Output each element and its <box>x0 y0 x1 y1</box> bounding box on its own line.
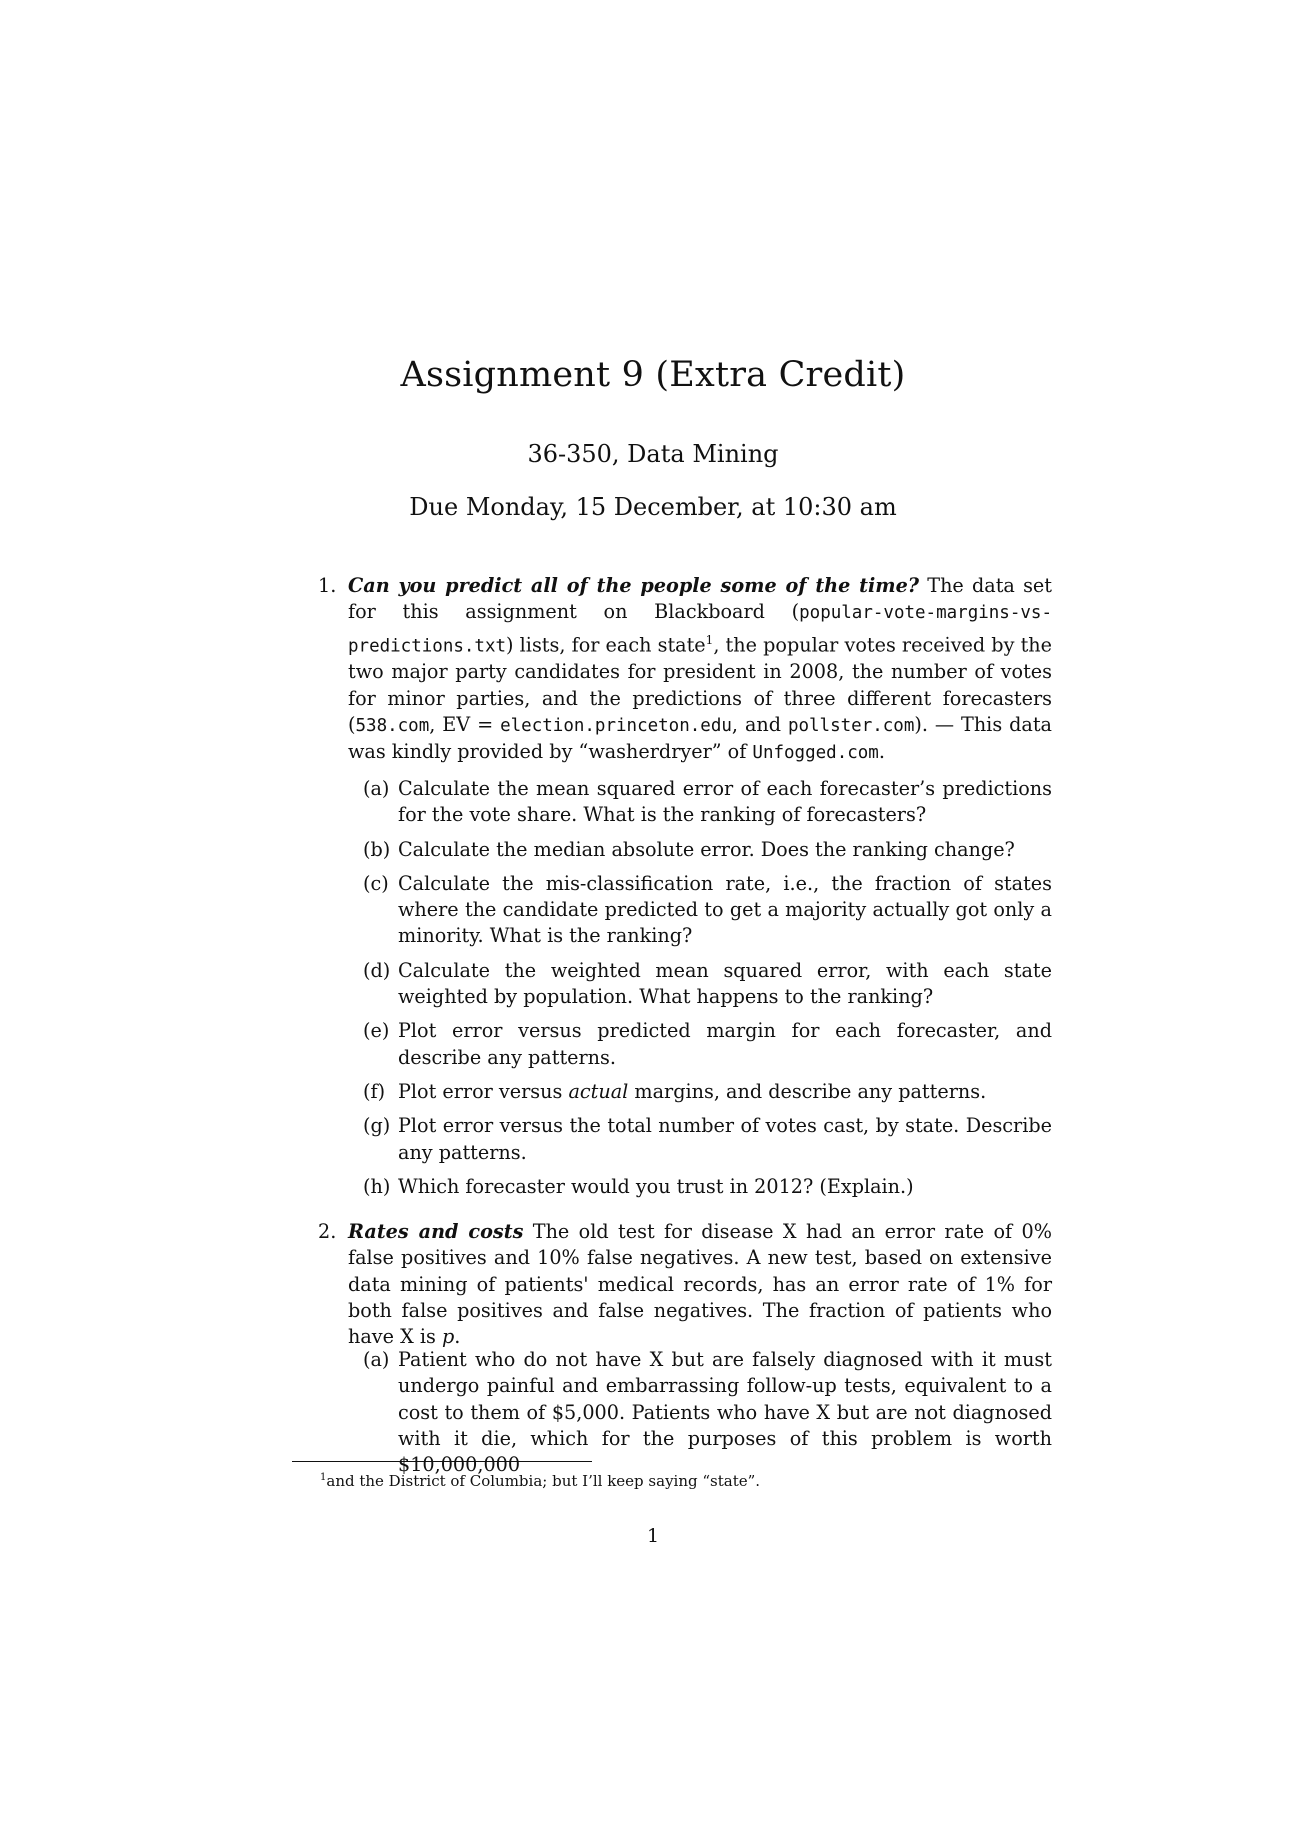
question-text: The data set for this assignment on Blackboard ( <box>348 574 1053 624</box>
assignment-title: Assignment 9 (Extra Credit) <box>400 355 906 395</box>
part-label: (d) <box>363 958 391 982</box>
list-item <box>363 1079 1052 1105</box>
question-text: , and <box>731 712 788 736</box>
site-name: Unfogged.com <box>752 743 879 764</box>
question-text: ) lists, for each state <box>506 632 706 656</box>
question-number: 2. <box>318 1220 337 1243</box>
question-lead: Can you predict all of the people some of the time? <box>348 574 920 597</box>
part-label: (a) <box>363 777 390 800</box>
question-number: 1. <box>318 574 337 597</box>
part-label: (c) <box>363 871 389 895</box>
question-text: , the popular votes received by the two major party candidates for president in 2008, the number of votes for minor parties, and the predictions of three different forecasters ( <box>348 632 1052 736</box>
part-text: Calculate the median absolute error. Does the ranking change? <box>398 837 1015 861</box>
site-name: election.princeton.edu <box>500 715 732 736</box>
question-1-parts <box>363 776 1052 1208</box>
part-text: Calculate the mean squared error of each forecaster’s predictions for the vote share. What is the ranking of forecasters? <box>398 777 1052 827</box>
list-item <box>363 1018 1052 1071</box>
part-label: (b) <box>363 837 391 861</box>
list-item <box>363 837 1052 863</box>
footnote-marker: 1 <box>320 1472 327 1483</box>
question-text: , EV = <box>429 712 501 736</box>
part-label: (e) <box>363 1019 390 1043</box>
data-filename: popular-vote-margins-vs-predictions.txt <box>348 603 1052 656</box>
part-label: (h) <box>363 1174 391 1198</box>
part-text: margins, and describe any patterns. <box>628 1079 987 1103</box>
list-item <box>363 958 1052 1011</box>
footnote-text: and the District of Columbia; but I’ll keep saying “state”. <box>326 1472 761 1490</box>
question-text: ). — This data was kindly provided by “washerdryer” of <box>348 712 1052 764</box>
due-date: Due Monday, 15 December, at 10:30 am <box>409 493 897 521</box>
list-item <box>363 1347 1052 1478</box>
site-name: 538.com <box>355 715 430 736</box>
list-item <box>363 1113 1052 1166</box>
question-2 <box>318 1219 1052 1350</box>
emphasis-text: actual <box>568 1079 629 1103</box>
question-text: . <box>454 1325 461 1349</box>
footnote <box>320 1468 760 1491</box>
list-item <box>363 776 1052 829</box>
part-text: Plot error versus predicted margin for each forecaster, and describe any patterns. <box>398 1019 1052 1069</box>
part-text: Which forecaster would you trust in 2012? (Explain.) <box>398 1174 914 1198</box>
list-item <box>363 871 1052 950</box>
footnote-marker: 1 <box>705 632 714 647</box>
part-label: (a) <box>363 1348 390 1371</box>
course-name: 36-350, Data Mining <box>527 440 779 468</box>
site-name: pollster.com <box>787 715 915 736</box>
part-label: (g) <box>363 1114 391 1138</box>
part-text: Calculate the weighted mean squared error, with each state weighted by population. What happens to the ranking? <box>398 958 1052 1009</box>
part-label: (f) <box>363 1079 386 1103</box>
part-text: Calculate the mis-classification rate, i.e., the fraction of states where the candidate predicted to get a majority actually got only a minority. What is the ranking? <box>398 871 1052 948</box>
part-text: Plot error versus <box>398 1079 569 1103</box>
question-1 <box>318 573 1052 766</box>
variable-p: p <box>441 1325 455 1349</box>
question-text: The old test for disease X had an error rate of 0% false positives and 10% false negatives. A new test, based on extensive data mining of patients' medical records, has an error rate of 1% for both false positives and false negatives. The fraction of patients who have X is <box>348 1220 1052 1349</box>
footnote-rule <box>292 1461 592 1462</box>
list-item <box>363 1174 1052 1200</box>
page-number: 1 <box>646 1525 660 1547</box>
question-text: . <box>878 740 885 764</box>
question-2-parts <box>363 1347 1052 1486</box>
part-text: Patient who do not have X but are falsely diagnosed with it must undergo painful and embarrassing follow-up tests, equivalent to a cost to them of $5,000. Patients who have X but are not diagnosed with it die, which for the purposes of this problem is worth $10,000,000 <box>398 1348 1052 1477</box>
question-lead: Rates and costs <box>348 1220 524 1243</box>
part-text: Plot error versus the total number of votes cast, by state. Describe any patterns. <box>398 1114 1052 1164</box>
